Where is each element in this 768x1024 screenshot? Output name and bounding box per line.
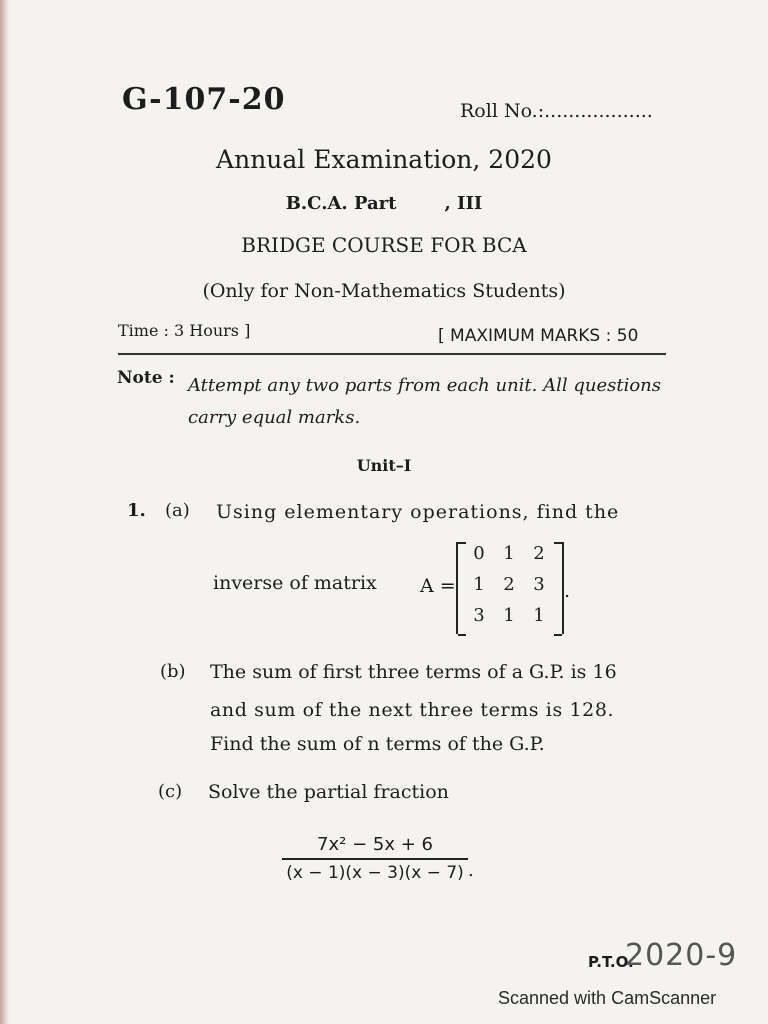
matrix-lhs: A = — [420, 575, 456, 597]
paper-code: G-107-20 — [122, 82, 286, 117]
restriction-note: (Only for Non-Mathematics Students) — [202, 280, 566, 302]
question-number: 1. — [127, 500, 146, 521]
matrix-cell: 2 — [533, 543, 545, 564]
maximum-marks: [ MAXIMUM MARKS : 50 — [438, 326, 639, 346]
matrix-cell: 1 — [503, 543, 515, 564]
scanner-watermark: Scanned with CamScanner — [498, 988, 717, 1008]
note-line-1: Attempt any two parts from each unit. All questions — [188, 375, 662, 396]
header-divider — [118, 353, 666, 355]
matrix-cell: 2 — [503, 574, 515, 595]
part-b-line-1: The sum of first three terms of a G.P. is 16 — [210, 661, 617, 683]
matrix-cell: 3 — [473, 605, 485, 626]
note-line-2: carry equal marks. — [188, 407, 361, 428]
roll-number-field: Roll No.:.................. — [460, 100, 653, 122]
part-a-label: (a) — [165, 500, 190, 521]
matrix-cell: 1 — [533, 605, 545, 626]
time-allowed: Time : 3 Hours ] — [118, 321, 251, 340]
please-turn-over: P.T.O. — [588, 953, 634, 971]
part-b-line-2: and sum of the next three terms is 128. — [210, 699, 615, 721]
part-c-text: Solve the partial fraction — [208, 781, 449, 803]
course-line — [0, 193, 768, 214]
date-stamp: 2020-9 — [625, 938, 738, 973]
course-suffix: , III — [444, 193, 483, 214]
fraction-denominator: (x − 1)(x − 3)(x − 7) — [286, 863, 464, 883]
matrix-grid — [456, 542, 564, 634]
fraction-numerator: 7x² − 5x + 6 — [317, 834, 433, 855]
matrix-cell: 1 — [473, 574, 485, 595]
part-b-label: (b) — [160, 661, 186, 682]
unit-heading: Unit–I — [356, 456, 412, 475]
matrix-cell: 0 — [473, 543, 485, 564]
course-prefix: B.C.A. Part — [285, 193, 397, 214]
matrix-cell: 3 — [533, 574, 545, 595]
note-label: Note : — [117, 368, 175, 388]
exam-title: Annual Examination, 2020 — [216, 145, 552, 174]
part-c-label: (c) — [158, 781, 183, 802]
matrix-end-period: . — [564, 580, 571, 602]
subject-title: BRIDGE COURSE FOR BCA — [241, 233, 527, 257]
matrix-cell: 1 — [503, 605, 515, 626]
fraction-end-period: . — [468, 860, 474, 881]
part-a-text-2: inverse of matrix — [213, 572, 377, 594]
partial-fraction — [282, 834, 468, 883]
part-a-text: Using elementary operations, find the — [216, 501, 620, 523]
part-b-line-3: Find the sum of n terms of the G.P. — [210, 733, 545, 755]
